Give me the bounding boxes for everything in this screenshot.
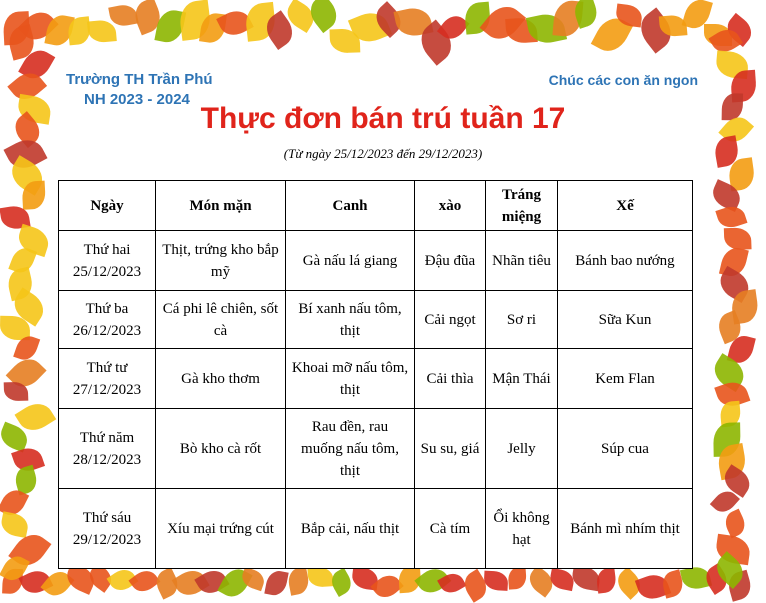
snack-cell: Súp cua [558,409,693,489]
autumn-leaf-icon [507,566,526,589]
main-dish-cell: Cá phi lê chiên, sốt cà [156,291,286,349]
stir-fry-cell: Cà tím [415,489,486,569]
stir-fry-cell: Cải ngọt [415,291,486,349]
date-range: (Từ ngày 25/12/2023 đến 29/12/2023) [283,146,483,161]
autumn-leaf-icon [595,568,617,594]
main-dish-cell: Gà kho thơm [156,349,286,409]
main-dish-cell: Thịt, trứng kho bắp mỹ [156,231,286,291]
autumn-leaf-icon [328,567,356,596]
day-cell [59,409,156,489]
soup-cell: Rau đền, rau muống nấu tôm, thịt [286,409,415,489]
autumn-leaf-icon [87,19,117,44]
dessert-cell: Ổi không hạt [486,489,558,569]
soup-cell: Bắp cải, nấu thịt [286,489,415,569]
main-dish-cell: Xíu mại trứng cút [156,489,286,569]
autumn-leaf-icon [0,512,30,538]
autumn-leaf-icon [715,202,747,231]
dessert-cell: Sơ ri [486,291,558,349]
weekday: Thứ tư [86,359,128,376]
weekday: Thứ năm [79,429,135,446]
day-cell [59,231,156,291]
date: 28/12/2023 [72,451,142,468]
date: 26/12/2023 [72,322,142,339]
weekday: Thứ ba [85,300,129,317]
snack-cell: Sữa Kun [558,291,693,349]
menu-table [58,180,693,569]
school-year: NH 2023 - 2024 [84,91,190,108]
autumn-leaf-icon [484,570,509,590]
date: 29/12/2023 [72,531,142,548]
stir-fry-cell: Su su, giá [415,409,486,489]
dessert-cell: Nhãn tiêu [486,231,558,291]
weekday: Thứ sáu [82,509,132,526]
snack-cell: Kem Flan [558,349,693,409]
soup-cell: Gà nấu lá giang [286,231,415,291]
table-row [59,231,693,291]
day-cell [59,349,156,409]
soup-cell: Khoai mỡ nấu tôm, thịt [286,349,415,409]
autumn-leaf-icon [548,568,575,591]
day-cell [59,489,156,569]
column-header-soup: Canh [286,181,415,231]
stir-fry-cell: Cải thìa [415,349,486,409]
column-header-dessert: Tráng miệng [486,181,558,231]
table-row [59,349,693,409]
dessert-cell: Mận Thái [486,349,558,409]
school-name: Trường TH Trần Phú [66,71,213,88]
column-header-main: Món mặn [156,181,286,231]
autumn-leaf-icon [264,568,289,596]
autumn-leaf-icon [724,228,752,251]
day-cell [59,291,156,349]
autumn-leaf-icon [22,181,46,210]
table-row [59,489,693,569]
weekday: Thứ hai [83,241,131,258]
main-dish-cell: Bò kho cà rốt [156,409,286,489]
page-title: Thực đơn bán trú tuần 17 [200,102,566,135]
greeting: Chúc các con ăn ngon [548,72,698,88]
column-header-stir-fry: xào [415,181,486,231]
column-header-snack: Xế [558,181,693,231]
date: 25/12/2023 [72,263,142,280]
soup-cell: Bí xanh nấu tôm, thịt [286,291,415,349]
stir-fry-cell: Đậu đũa [415,231,486,291]
snack-cell: Bánh mì nhím thịt [558,489,693,569]
date: 27/12/2023 [72,381,142,398]
table-row [59,409,693,489]
table-row [59,291,693,349]
dessert-cell: Jelly [486,409,558,489]
column-header-day: Ngày [59,181,156,231]
snack-cell: Bánh bao nướng [558,231,693,291]
table-header-row [59,181,693,231]
